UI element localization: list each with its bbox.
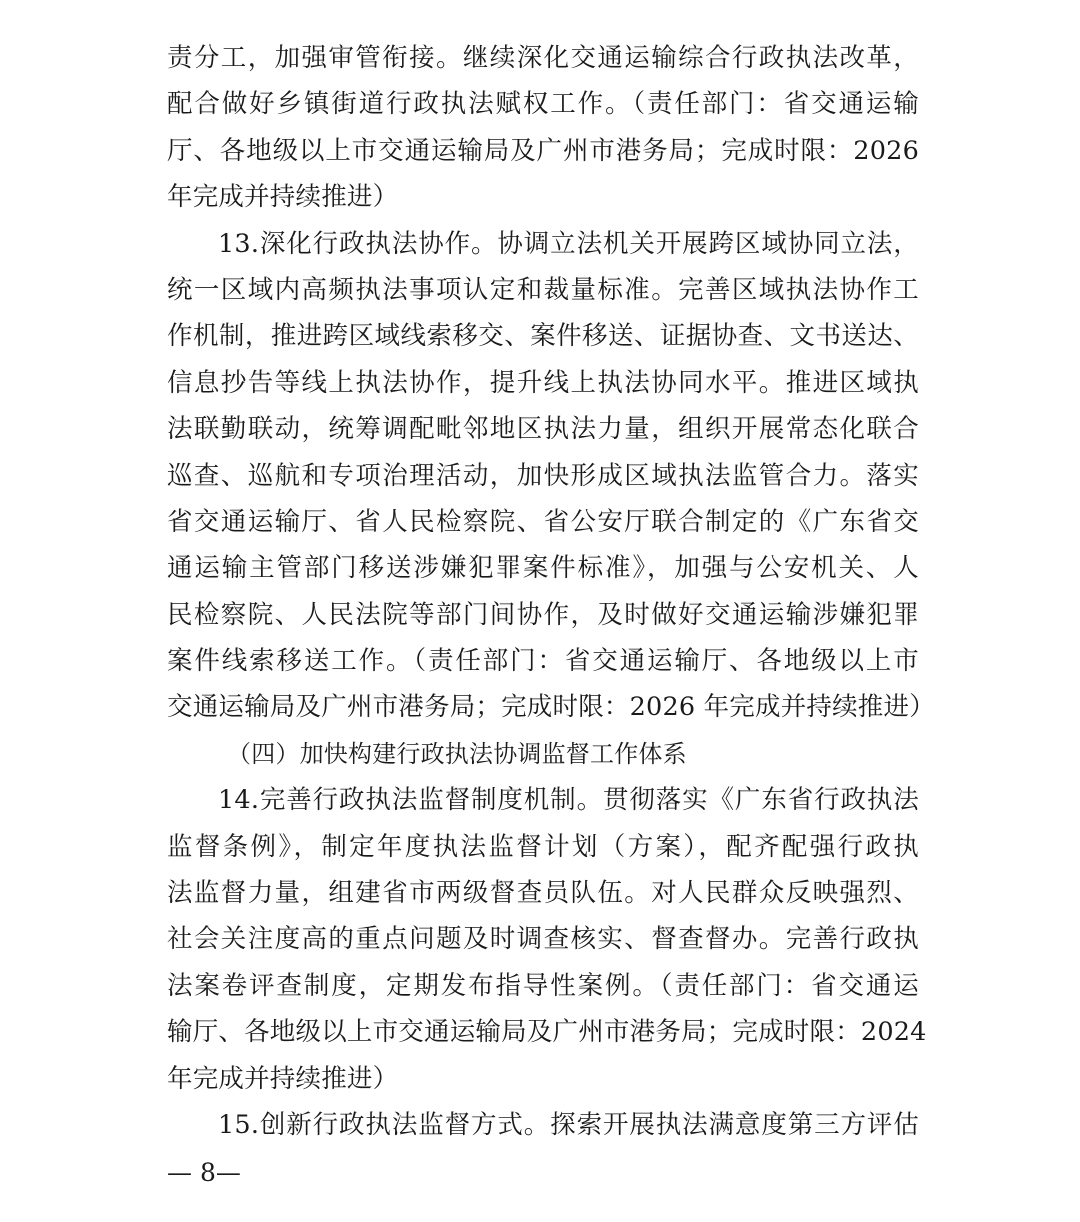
text-line: 输厅、各地级以上市交通运输局及广州市港务局；完成时限：2024	[167, 1017, 927, 1048]
text-line: 法联勤联动，统筹调配毗邻地区执法力量，组织开展常态化联合	[167, 414, 919, 445]
text-line: 责分工，加强审管衔接。继续深化交通运输综合行政执法改革，	[167, 43, 919, 73]
text-line: 监督条例》，制定年度执法监督计划（方案），配齐配强行政执	[167, 831, 919, 862]
section-heading: （四）加快构建行政执法协调监督工作体系	[227, 739, 687, 768]
page-number: — 8—	[167, 1158, 241, 1187]
text-line: 民检察院、人民法院等部门间协作，及时做好交通运输涉嫌犯罪	[167, 599, 919, 630]
text-line: 交通运输局及广州市港务局；完成时限：2026 年完成并持续推进）	[167, 692, 935, 723]
text-line: 巡查、巡航和专项治理活动，加快形成区域执法监管合力。落实	[167, 460, 919, 491]
text-line: 案件线索移送工作。（责任部门：省交通运输厅、各地级以上市	[167, 646, 919, 677]
text-line: 信息抄告等线上执法协作，提升线上执法协同水平。推进区域执	[167, 367, 919, 398]
text-line: 法案卷评查制度，定期发布指导性案例。（责任部门：省交通运	[167, 970, 919, 1001]
text-line: 作机制，推进跨区域线索移交、案件移送、证据协查、文书送达、	[167, 321, 919, 352]
paragraph-15-first-line: 15.创新行政执法监督方式。探索开展执法满意度第三方评估	[218, 1109, 919, 1140]
text-line: 年完成并持续推进）	[167, 182, 399, 213]
document-body	[167, 35, 935, 1148]
paragraph-14-first-line: 14.完善行政执法监督制度机制。贯彻落实《广东省行政执法	[218, 785, 919, 816]
text-line: 年完成并持续推进）	[167, 1063, 399, 1094]
text-line: 统一区域内高频执法事项认定和裁量标准。完善区域执法协作工	[167, 274, 919, 305]
paragraph-13-first-line: 13.深化行政执法协作。协调立法机关开展跨区域协同立法，	[218, 228, 919, 259]
text-line: 法监督力量，组建省市两级督查员队伍。对人民群众反映强烈、	[167, 878, 919, 909]
text-line: 省交通运输厅、省人民检察院、省公安厅联合制定的《广东省交	[167, 506, 919, 537]
text-line: 社会关注度高的重点问题及时调查核实、督查督办。完善行政执	[167, 924, 919, 955]
text-line: 通运输主管部门移送涉嫌犯罪案件标准》，加强与公安机关、人	[167, 553, 919, 584]
text-line: 厅、各地级以上市交通运输局及广州市港务局；完成时限：2026	[167, 135, 919, 166]
text-line: 配合做好乡镇街道行政执法赋权工作。（责任部门：省交通运输	[167, 89, 919, 120]
